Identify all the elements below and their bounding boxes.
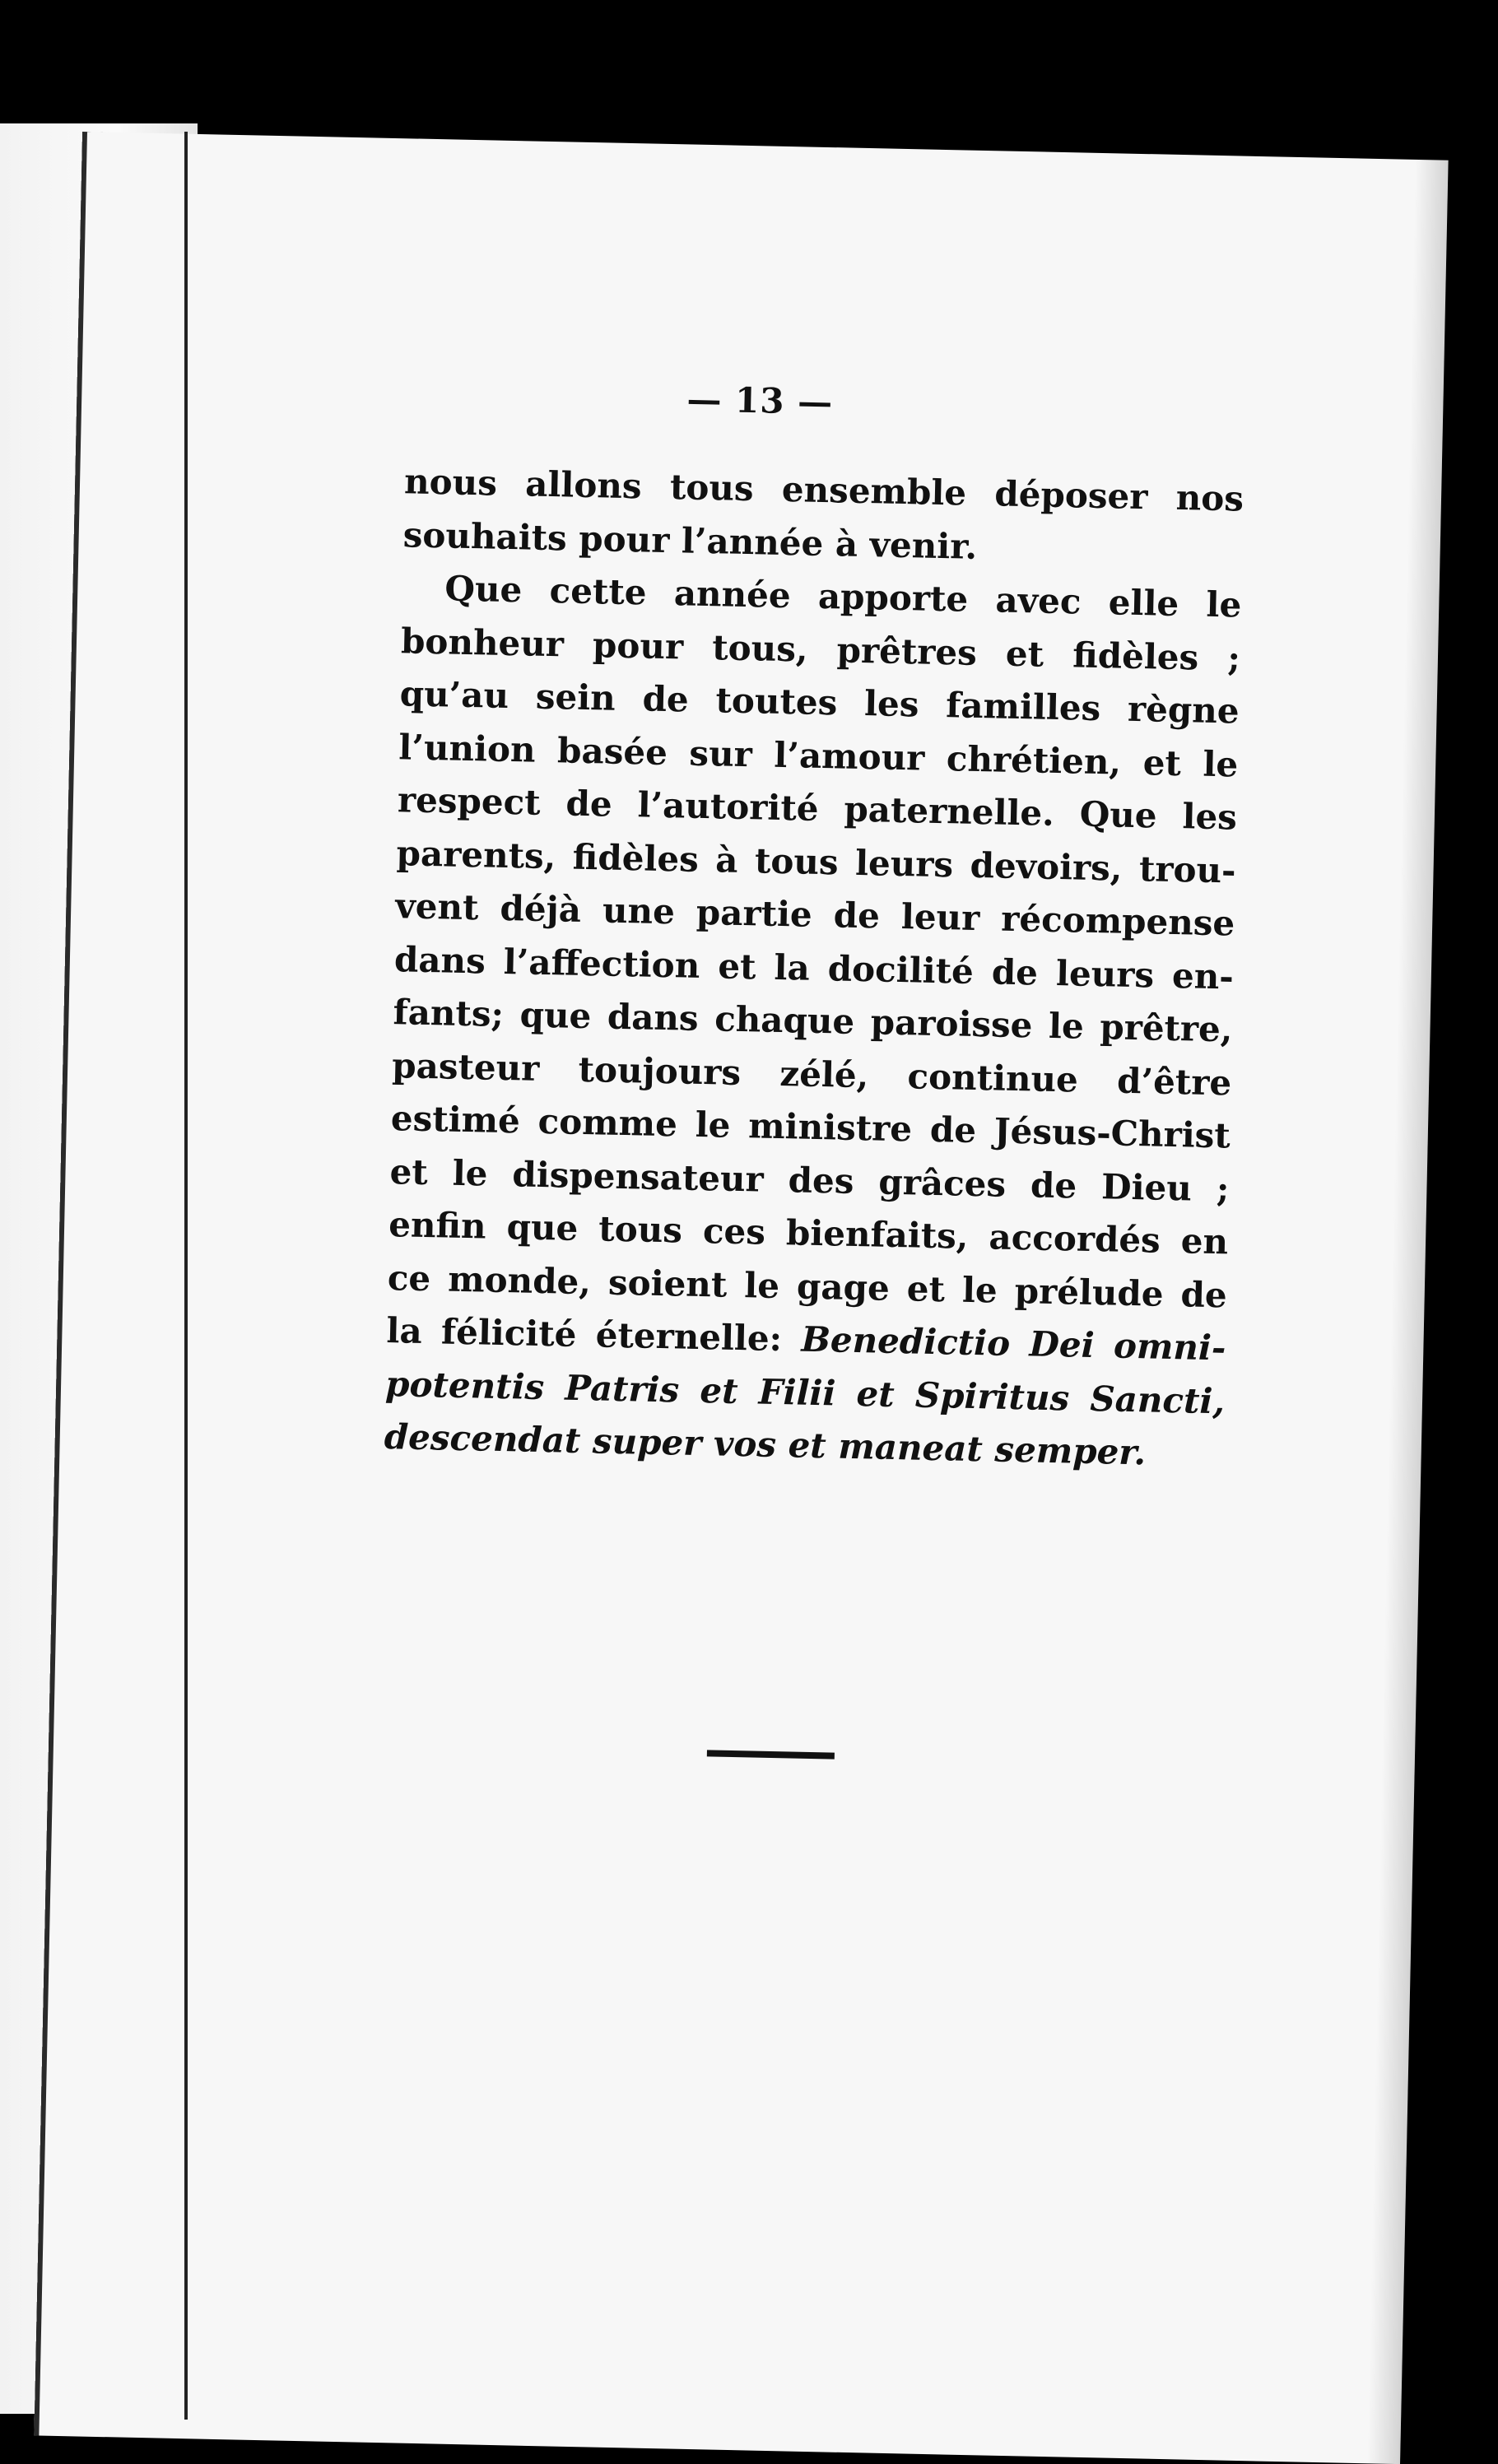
french-text: l’union basée sur l’amour chrétien, et le bbox=[398, 726, 1239, 785]
french-text: ce monde, soient le gage et le prélude de bbox=[387, 1257, 1228, 1315]
page-number: — 13 — bbox=[686, 379, 834, 423]
french-text: la félicité éternelle: bbox=[386, 1310, 802, 1360]
latin-text: descendat super vos et maneat semper. bbox=[384, 1416, 1147, 1473]
closing-rule bbox=[707, 1750, 835, 1759]
french-text: vent déjà une partie de leur récompense bbox=[394, 886, 1235, 944]
binding-edge bbox=[184, 132, 188, 2420]
french-text: et le dispensateur des grâces de Dieu ; bbox=[389, 1151, 1230, 1209]
french-text: bonheur pour tous, prêtres et fidèles ; bbox=[400, 620, 1241, 679]
french-text: nous allons tous ensemble déposer nos bbox=[403, 461, 1244, 519]
latin-text: Benedictio Dei omni- bbox=[800, 1318, 1226, 1369]
french-text: pasteur toujours zélé, continue d’être bbox=[391, 1044, 1232, 1103]
french-text: parents, fidèles à tous leurs devoirs, trou- bbox=[396, 832, 1237, 891]
latin-text: potentis Patris et Filii et Spiritus Sancti, bbox=[384, 1363, 1226, 1421]
french-text: Que cette année apporte avec elle le bbox=[444, 568, 1242, 625]
french-text: estimé comme le ministre de Jésus-Christ bbox=[390, 1098, 1231, 1156]
french-text: fants; que dans chaque paroisse le prêtre, bbox=[393, 992, 1233, 1050]
book-page bbox=[34, 132, 1448, 2464]
french-text: enfin que tous ces bienfaits, accordés en bbox=[388, 1204, 1229, 1262]
french-text: qu’au sein de toutes les familles règne bbox=[399, 673, 1240, 732]
french-text: dans l’affection et la docilité de leurs en- bbox=[393, 938, 1235, 997]
body-text bbox=[384, 455, 1244, 1481]
french-text: souhaits pour l’année à venir. bbox=[402, 514, 978, 567]
french-text: respect de l’autorité paternelle. Que les bbox=[397, 779, 1238, 838]
